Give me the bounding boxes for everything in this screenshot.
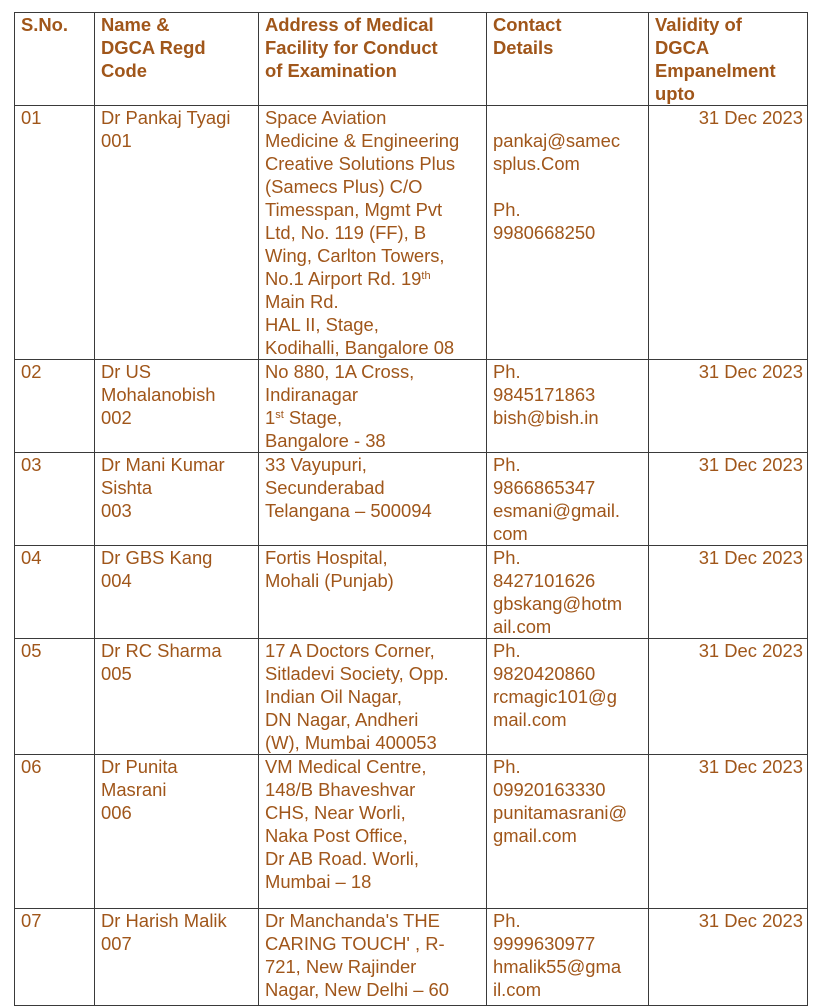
cell-sno xyxy=(15,360,95,453)
contact-line: Ph. xyxy=(493,910,521,931)
blank-line xyxy=(493,106,644,129)
address-line: Space Aviation xyxy=(265,107,387,128)
address-line: Mohali (Punjab) xyxy=(265,570,394,591)
validity-date: 31 Dec 2023 xyxy=(698,547,803,568)
serial-number: 02 xyxy=(21,361,42,382)
contact-line: mail.com xyxy=(493,709,567,730)
table-row xyxy=(15,639,808,755)
contact-line: 9820420860 xyxy=(493,663,596,684)
cell-contact xyxy=(487,639,649,755)
address-line: Indian Oil Nagar, xyxy=(265,686,402,707)
header-text: S.No. xyxy=(21,14,69,35)
doctor-name-line: 003 xyxy=(101,500,132,521)
cell-contact xyxy=(487,106,649,360)
contact-line: 8427101626 xyxy=(493,570,596,591)
doctor-name-line: Dr Harish Malik xyxy=(101,910,227,931)
contact-line: esmani@gmail. xyxy=(493,500,621,521)
header-text: of Examination xyxy=(265,60,397,81)
cell-sno xyxy=(15,909,95,1006)
contact-line: rcmagic101@g xyxy=(493,686,617,707)
header-text: DGCA Regd xyxy=(101,37,206,58)
validity-date: 31 Dec 2023 xyxy=(698,454,803,475)
contact-line: pankaj@samec xyxy=(493,130,621,151)
address-line: (Samecs Plus) C/O xyxy=(265,176,423,197)
address-line: Bangalore - 38 xyxy=(265,430,386,451)
header-text: Empanelment xyxy=(655,60,776,81)
doctor-name-line: Dr US xyxy=(101,361,152,382)
address-line: Indiranagar xyxy=(265,384,359,405)
cell-contact xyxy=(487,755,649,909)
address-line: HAL II, Stage, xyxy=(265,314,379,335)
table-row xyxy=(15,909,808,1006)
cell-validity xyxy=(649,546,808,639)
doctor-name-line: Dr Mani Kumar xyxy=(101,454,225,475)
dgca-empanelment-table xyxy=(14,12,808,1006)
cell-validity xyxy=(649,639,808,755)
header-address xyxy=(259,13,487,106)
table-row xyxy=(15,453,808,546)
address-line: Ltd, No. 119 (FF), B xyxy=(265,222,427,243)
address-line: Wing, Carlton Towers, xyxy=(265,245,445,266)
address-line: Nagar, New Delhi – 60 xyxy=(265,979,450,1000)
address-line: Fortis Hospital, xyxy=(265,547,388,568)
header-name xyxy=(95,13,259,106)
header-text: Facility for Conduct xyxy=(265,37,438,58)
doctor-name-line: 004 xyxy=(101,570,132,591)
address-line: (W), Mumbai 400053 xyxy=(265,732,437,753)
address-line: No 880, 1A Cross, xyxy=(265,361,415,382)
header-text: Name & xyxy=(101,14,170,35)
validity-date: 31 Dec 2023 xyxy=(698,910,803,931)
address-line: 721, New Rajinder xyxy=(265,956,417,977)
address-line: 17 A Doctors Corner, xyxy=(265,640,435,661)
header-text: Contact xyxy=(493,14,562,35)
cell-validity xyxy=(649,755,808,909)
address-line: Main Rd. xyxy=(265,291,339,312)
cell-sno xyxy=(15,546,95,639)
cell-name xyxy=(95,453,259,546)
header-validity xyxy=(649,13,808,106)
address-line: Creative Solutions Plus xyxy=(265,153,456,174)
contact-line: Ph. xyxy=(493,454,521,475)
contact-line: 09920163330 xyxy=(493,779,606,800)
contact-line: ail.com xyxy=(493,616,552,637)
cell-address xyxy=(259,755,487,909)
contact-line: 9845171863 xyxy=(493,384,596,405)
doctor-name-line: Dr RC Sharma xyxy=(101,640,222,661)
serial-number: 01 xyxy=(21,107,42,128)
doctor-name-line: 001 xyxy=(101,130,132,151)
header-text: Details xyxy=(493,37,554,58)
header-contact xyxy=(487,13,649,106)
header-text: Code xyxy=(101,60,147,81)
contact-line: il.com xyxy=(493,979,542,1000)
header-row xyxy=(15,13,808,106)
cell-address xyxy=(259,909,487,1006)
header-text: Validity of xyxy=(655,14,742,35)
table-row xyxy=(15,360,808,453)
cell-sno xyxy=(15,755,95,909)
cell-name xyxy=(95,360,259,453)
doctor-name-line: Sishta xyxy=(101,477,153,498)
cell-sno xyxy=(15,639,95,755)
address-line: Timesspan, Mgmt Pvt xyxy=(265,199,443,220)
contact-line: 9999630977 xyxy=(493,933,596,954)
cell-name xyxy=(95,755,259,909)
validity-date: 31 Dec 2023 xyxy=(698,756,803,777)
address-line: Secunderabad xyxy=(265,477,385,498)
address-line: Naka Post Office, xyxy=(265,825,408,846)
serial-number: 03 xyxy=(21,454,42,475)
doctor-name-line: 002 xyxy=(101,407,132,428)
serial-number: 07 xyxy=(21,910,42,931)
address-line: CHS, Near Worli, xyxy=(265,802,406,823)
doctor-name-line: 006 xyxy=(101,802,132,823)
cell-address xyxy=(259,360,487,453)
cell-name xyxy=(95,546,259,639)
doctor-name-line: Dr Pankaj Tyagi xyxy=(101,107,231,128)
table-row xyxy=(15,546,808,639)
contact-line: hmalik55@gma xyxy=(493,956,622,977)
cell-address xyxy=(259,639,487,755)
validity-date: 31 Dec 2023 xyxy=(698,361,803,382)
address-line: VM Medical Centre, xyxy=(265,756,427,777)
serial-number: 06 xyxy=(21,756,42,777)
doctor-name-line: Masrani xyxy=(101,779,167,800)
table-row xyxy=(15,106,808,360)
serial-number: 05 xyxy=(21,640,42,661)
contact-line: 9980668250 xyxy=(493,222,596,243)
doctor-name-line: Dr GBS Kang xyxy=(101,547,213,568)
header-text: DGCA xyxy=(655,37,710,58)
cell-name xyxy=(95,106,259,360)
contact-line: Ph. xyxy=(493,361,521,382)
address-line: Kodihalli, Bangalore 08 xyxy=(265,337,455,358)
header-text: upto xyxy=(655,83,695,104)
table-row xyxy=(15,755,808,909)
cell-validity xyxy=(649,360,808,453)
contact-line: Ph. xyxy=(493,199,521,220)
cell-validity xyxy=(649,453,808,546)
contact-line: 9866865347 xyxy=(493,477,596,498)
header-sno xyxy=(15,13,95,106)
cell-name xyxy=(95,639,259,755)
cell-sno xyxy=(15,453,95,546)
cell-address xyxy=(259,546,487,639)
address-line: 1st Stage, xyxy=(265,407,343,428)
contact-line: Ph. xyxy=(493,756,521,777)
doctor-name-line: 005 xyxy=(101,663,132,684)
contact-line: Ph. xyxy=(493,547,521,568)
address-line: No.1 Airport Rd. 19th xyxy=(265,268,431,289)
doctor-name-line: 007 xyxy=(101,933,132,954)
doctor-name-line: Mohalanobish xyxy=(101,384,216,405)
address-line: 33 Vayupuri, xyxy=(265,454,367,475)
validity-date: 31 Dec 2023 xyxy=(698,640,803,661)
blank-line xyxy=(493,175,644,198)
cell-sno xyxy=(15,106,95,360)
cell-contact xyxy=(487,546,649,639)
address-line: Dr AB Road. Worli, xyxy=(265,848,419,869)
cell-validity xyxy=(649,106,808,360)
cell-contact xyxy=(487,360,649,453)
address-line: Mumbai – 18 xyxy=(265,871,372,892)
cell-address xyxy=(259,106,487,360)
address-line: Sitladevi Society, Opp. xyxy=(265,663,449,684)
validity-date: 31 Dec 2023 xyxy=(698,107,803,128)
cell-name xyxy=(95,909,259,1006)
doctor-name-line: Dr Punita xyxy=(101,756,178,777)
address-line: Dr Manchanda's THE xyxy=(265,910,440,931)
address-line: Telangana – 500094 xyxy=(265,500,432,521)
address-line: CARING TOUCH' , R- xyxy=(265,933,445,954)
address-line: DN Nagar, Andheri xyxy=(265,709,419,730)
contact-line: gmail.com xyxy=(493,825,577,846)
cell-validity xyxy=(649,909,808,1006)
cell-contact xyxy=(487,453,649,546)
header-text: Address of Medical xyxy=(265,14,434,35)
serial-number: 04 xyxy=(21,547,42,568)
contact-line: Ph. xyxy=(493,640,521,661)
contact-line: gbskang@hotm xyxy=(493,593,623,614)
contact-line: punitamasrani@ xyxy=(493,802,628,823)
contact-line: bish@bish.in xyxy=(493,407,599,428)
address-line: Medicine & Engineering xyxy=(265,130,460,151)
cell-contact xyxy=(487,909,649,1006)
cell-address xyxy=(259,453,487,546)
contact-line: com xyxy=(493,523,528,544)
address-line: 148/B Bhaveshvar xyxy=(265,779,416,800)
contact-line: splus.Com xyxy=(493,153,580,174)
